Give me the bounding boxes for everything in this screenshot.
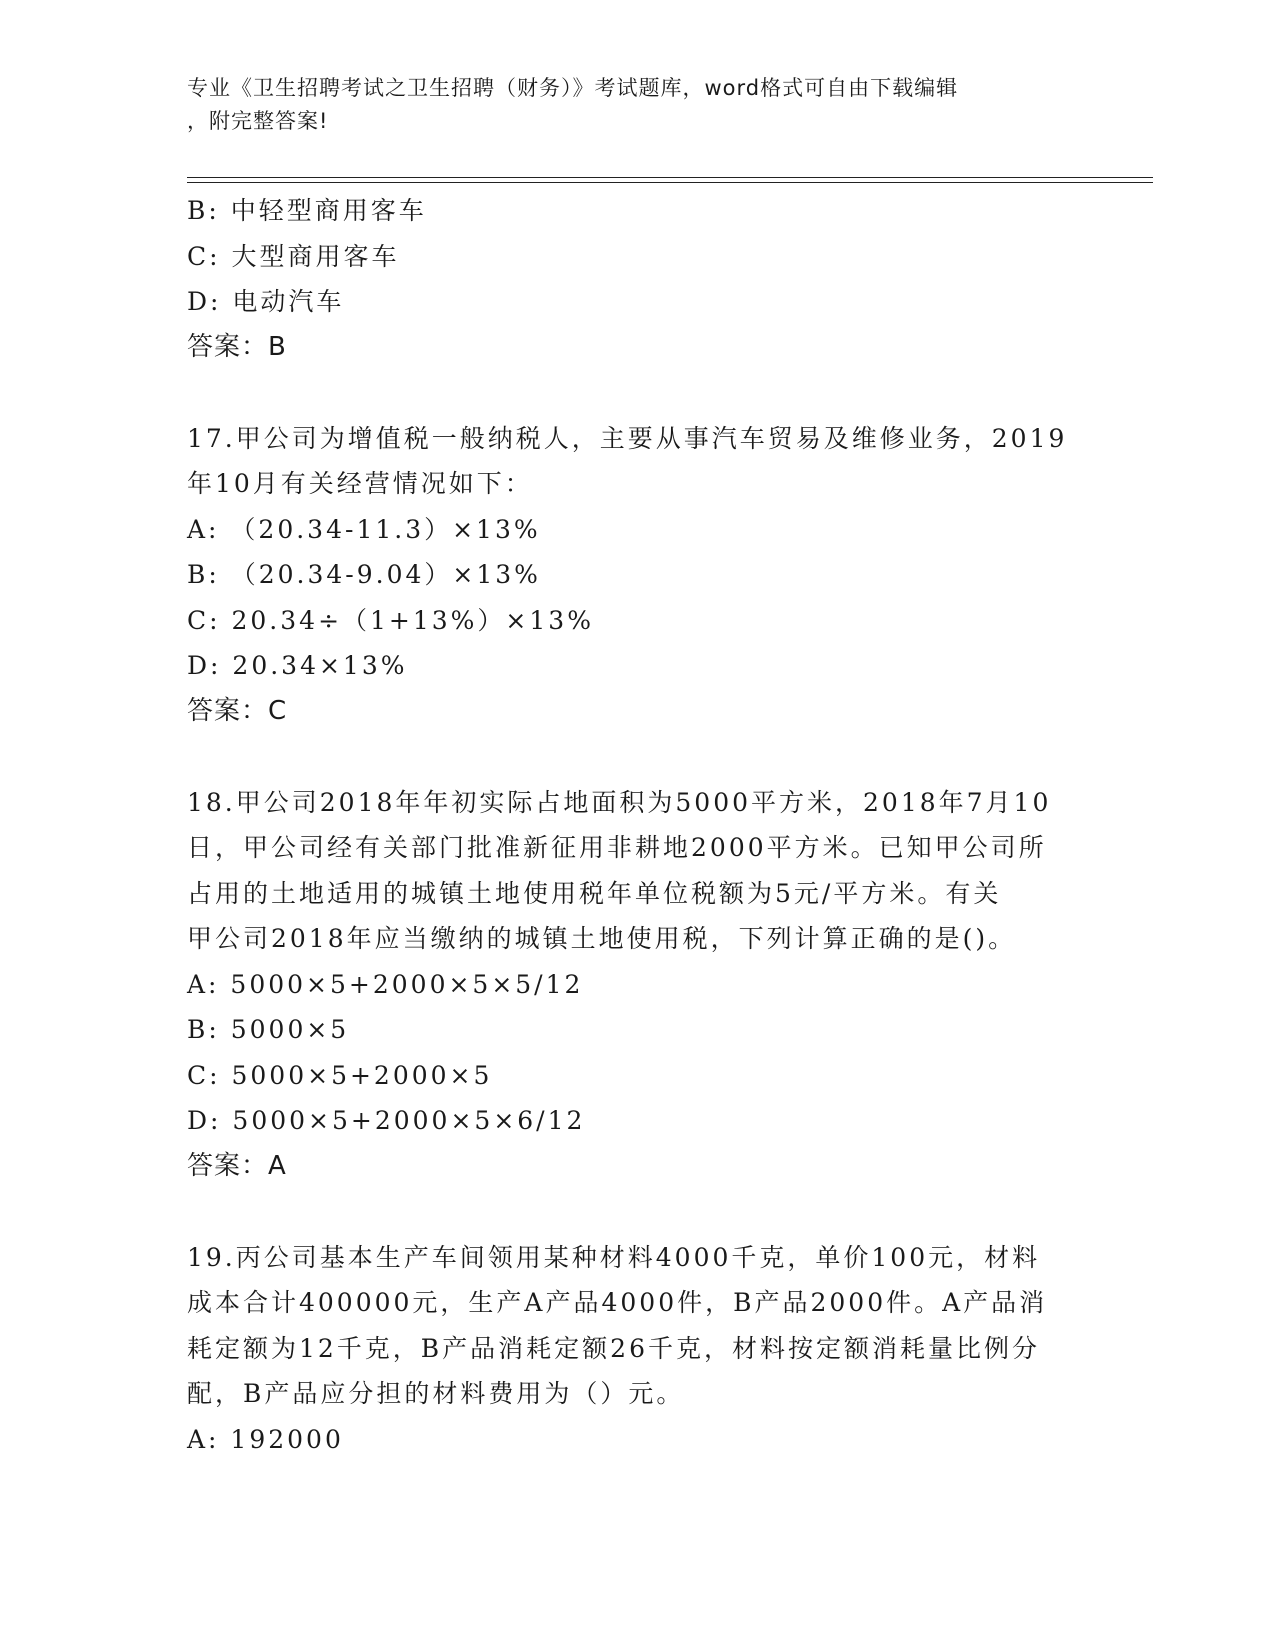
answer: 答案：A — [187, 1150, 287, 1181]
answer: 答案：C — [187, 695, 288, 726]
question-stem-line: 配，B产品应分担的材料费用为（）元。 — [187, 1379, 685, 1408]
header-divider-top — [187, 177, 1153, 178]
option-c: C: 大型商用客车 — [187, 241, 400, 271]
option-b: B: 中轻型商用客车 — [187, 196, 427, 225]
question-stem-line: 成本合计400000元，生产A产品4000件，B产品2000件。A产品消 — [187, 1288, 1048, 1317]
question-stem-line: 年10月有关经营情况如下： — [187, 469, 533, 498]
question-stem-line: 占用的土地适用的城镇土地使用税年单位税额为5元/平方米。有关 — [187, 878, 1002, 908]
question-stem-line: 17.甲公司为增值税一般纳税人，主要从事汽车贸易及维修业务，2019 — [187, 423, 1068, 453]
option-a: A: 192000 — [187, 1424, 344, 1454]
option-a: A: （20.34-11.3）×13% — [187, 514, 541, 544]
spacer — [187, 370, 1087, 416]
question-18 — [187, 780, 1087, 1190]
header-line-1: 专业《卫生招聘考试之卫生招聘（财务）》考试题库，word格式可自由下载编辑 — [187, 76, 959, 100]
spacer — [187, 1189, 1087, 1235]
answer: 答案：B — [187, 331, 287, 362]
question-19 — [187, 1235, 1087, 1463]
question-stem-line: 甲公司2018年应当缴纳的城镇土地使用税，下列计算正确的是()。 — [187, 924, 1017, 953]
option-c: C: 5000×5+2000×5 — [187, 1060, 493, 1090]
question-content — [187, 188, 1087, 1462]
page-header — [187, 72, 1087, 138]
question-stem-line: 19.丙公司基本生产车间领用某种材料4000千克，单价100元，材料 — [187, 1242, 1041, 1272]
header-line-2: ，附完整答案! — [187, 109, 329, 133]
option-a: A: 5000×5+2000×5×5/12 — [187, 969, 584, 999]
option-c: C: 20.34÷（1+13%）×13% — [187, 605, 594, 635]
option-b: B: （20.34-9.04）×13% — [187, 560, 541, 589]
option-b: B: 5000×5 — [187, 1015, 350, 1044]
option-d: D: 5000×5+2000×5×6/12 — [187, 1106, 586, 1135]
question-17 — [187, 416, 1087, 735]
question-16-tail — [187, 188, 1087, 370]
option-d: D: 电动汽车 — [187, 287, 345, 316]
question-stem-line: 耗定额为12千克，B产品消耗定额26千克，材料按定额消耗量比例分 — [187, 1333, 1040, 1363]
question-stem-line: 日，甲公司经有关部门批准新征用非耕地2000平方米。已知甲公司所 — [187, 833, 1047, 862]
header-divider-bottom — [187, 182, 1153, 183]
question-stem-line: 18.甲公司2018年年初实际占地面积为5000平方米，2018年7月10 — [187, 787, 1052, 817]
spacer — [187, 734, 1087, 780]
option-d: D: 20.34×13% — [187, 651, 408, 680]
